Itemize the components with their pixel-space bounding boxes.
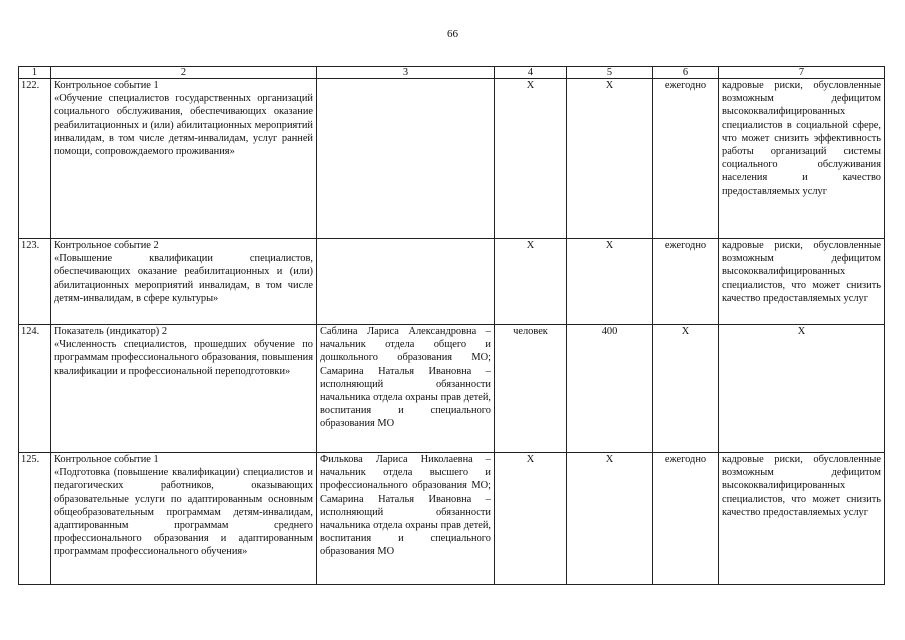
column-header: 1 <box>19 67 51 79</box>
period-cell: Х <box>653 325 719 453</box>
period-cell: ежегодно <box>653 453 719 585</box>
event-description: «Подготовка (повышение квалификации) специалистов и педагогических работников, оказывающих образовательные услуги по адаптированным основным общеобразовательным программам детям-инвалидам, адаптированным программам среднего профессионального образования и адаптированным программам профессионального обучения» <box>54 467 313 558</box>
event-title: Показатель (индикатор) 2 <box>54 326 168 337</box>
unit-cell: Х <box>495 79 567 239</box>
page-number: 66 <box>447 28 458 40</box>
period-cell: ежегодно <box>653 79 719 239</box>
column-header: 3 <box>317 67 495 79</box>
risks-cell: кадровые риски, обусловленные возможным дефицитом высококвалифицированных специалистов, что может снизить качество предоставляемых услуг <box>719 239 885 325</box>
unit-cell: Х <box>495 239 567 325</box>
risks-cell: Х <box>719 325 885 453</box>
row-number: 122. <box>19 79 51 239</box>
responsible-cell <box>317 239 495 325</box>
row-number: 123. <box>19 239 51 325</box>
event-title: Контрольное событие 1 <box>54 80 159 91</box>
event-cell <box>51 325 317 453</box>
column-header: 5 <box>567 67 653 79</box>
risks-cell: кадровые риски, обусловленные возможным дефицитом высококвалифицированных специалистов, что может снизить качество предоставляемых услуг <box>719 453 885 585</box>
table-row <box>19 453 885 585</box>
column-header: 2 <box>51 67 317 79</box>
data-table <box>18 66 885 585</box>
event-title: Контрольное событие 2 <box>54 240 159 251</box>
responsible-cell: Саблина Лариса Александровна – начальник отдела общего и дошкольного образования МО; Самарина Наталья Ивановна – исполняющий обязанности начальника отдела охраны прав детей, воспитания и специального образования МО <box>317 325 495 453</box>
event-cell <box>51 239 317 325</box>
responsible-cell: Филькова Лариса Николаевна – начальник отдела высшего и профессионального образования МО; Самарина Наталья Ивановна – исполняющий обязанности начальника отдела охраны прав детей, воспитания и специального образования МО <box>317 453 495 585</box>
header-row <box>19 67 885 79</box>
event-cell <box>51 453 317 585</box>
column-header: 6 <box>653 67 719 79</box>
event-cell <box>51 79 317 239</box>
table-row <box>19 239 885 325</box>
event-description: «Численность специалистов, прошедших обучение по программам профессионального образования, повышения квалификации и профессиональной переподготовки» <box>54 339 313 377</box>
value-cell: Х <box>567 79 653 239</box>
event-description: «Обучение специалистов государственных организаций социального обслуживания, обеспечивающих оказание реабилитационных и (или) абилитационных мероприятий инвалидам, в том числе детям-инвалидам, услуг ранней помощи, сопровождаемого проживания» <box>54 93 313 158</box>
value-cell: Х <box>567 239 653 325</box>
value-cell: 400 <box>567 325 653 453</box>
event-description: «Повышение квалификации специалистов, обеспечивающих оказание реабилитационных и (или) абилитационных мероприятий инвалидам, в том числе детям-инвалидам, в сфере культуры» <box>54 253 313 304</box>
responsible-cell <box>317 79 495 239</box>
value-cell: Х <box>567 453 653 585</box>
table-row <box>19 79 885 239</box>
column-header: 4 <box>495 67 567 79</box>
event-title: Контрольное событие 1 <box>54 454 159 465</box>
column-header: 7 <box>719 67 885 79</box>
row-number: 125. <box>19 453 51 585</box>
period-cell: ежегодно <box>653 239 719 325</box>
table-row <box>19 325 885 453</box>
risks-cell: кадровые риски, обусловленные возможным дефицитом высококвалифицированных специалистов в социальной сфере, что может снизить эффективность работы организаций системы социального обслуживания населения и качество предоставляемых услуг <box>719 79 885 239</box>
row-number: 124. <box>19 325 51 453</box>
unit-cell: человек <box>495 325 567 453</box>
unit-cell: Х <box>495 453 567 585</box>
